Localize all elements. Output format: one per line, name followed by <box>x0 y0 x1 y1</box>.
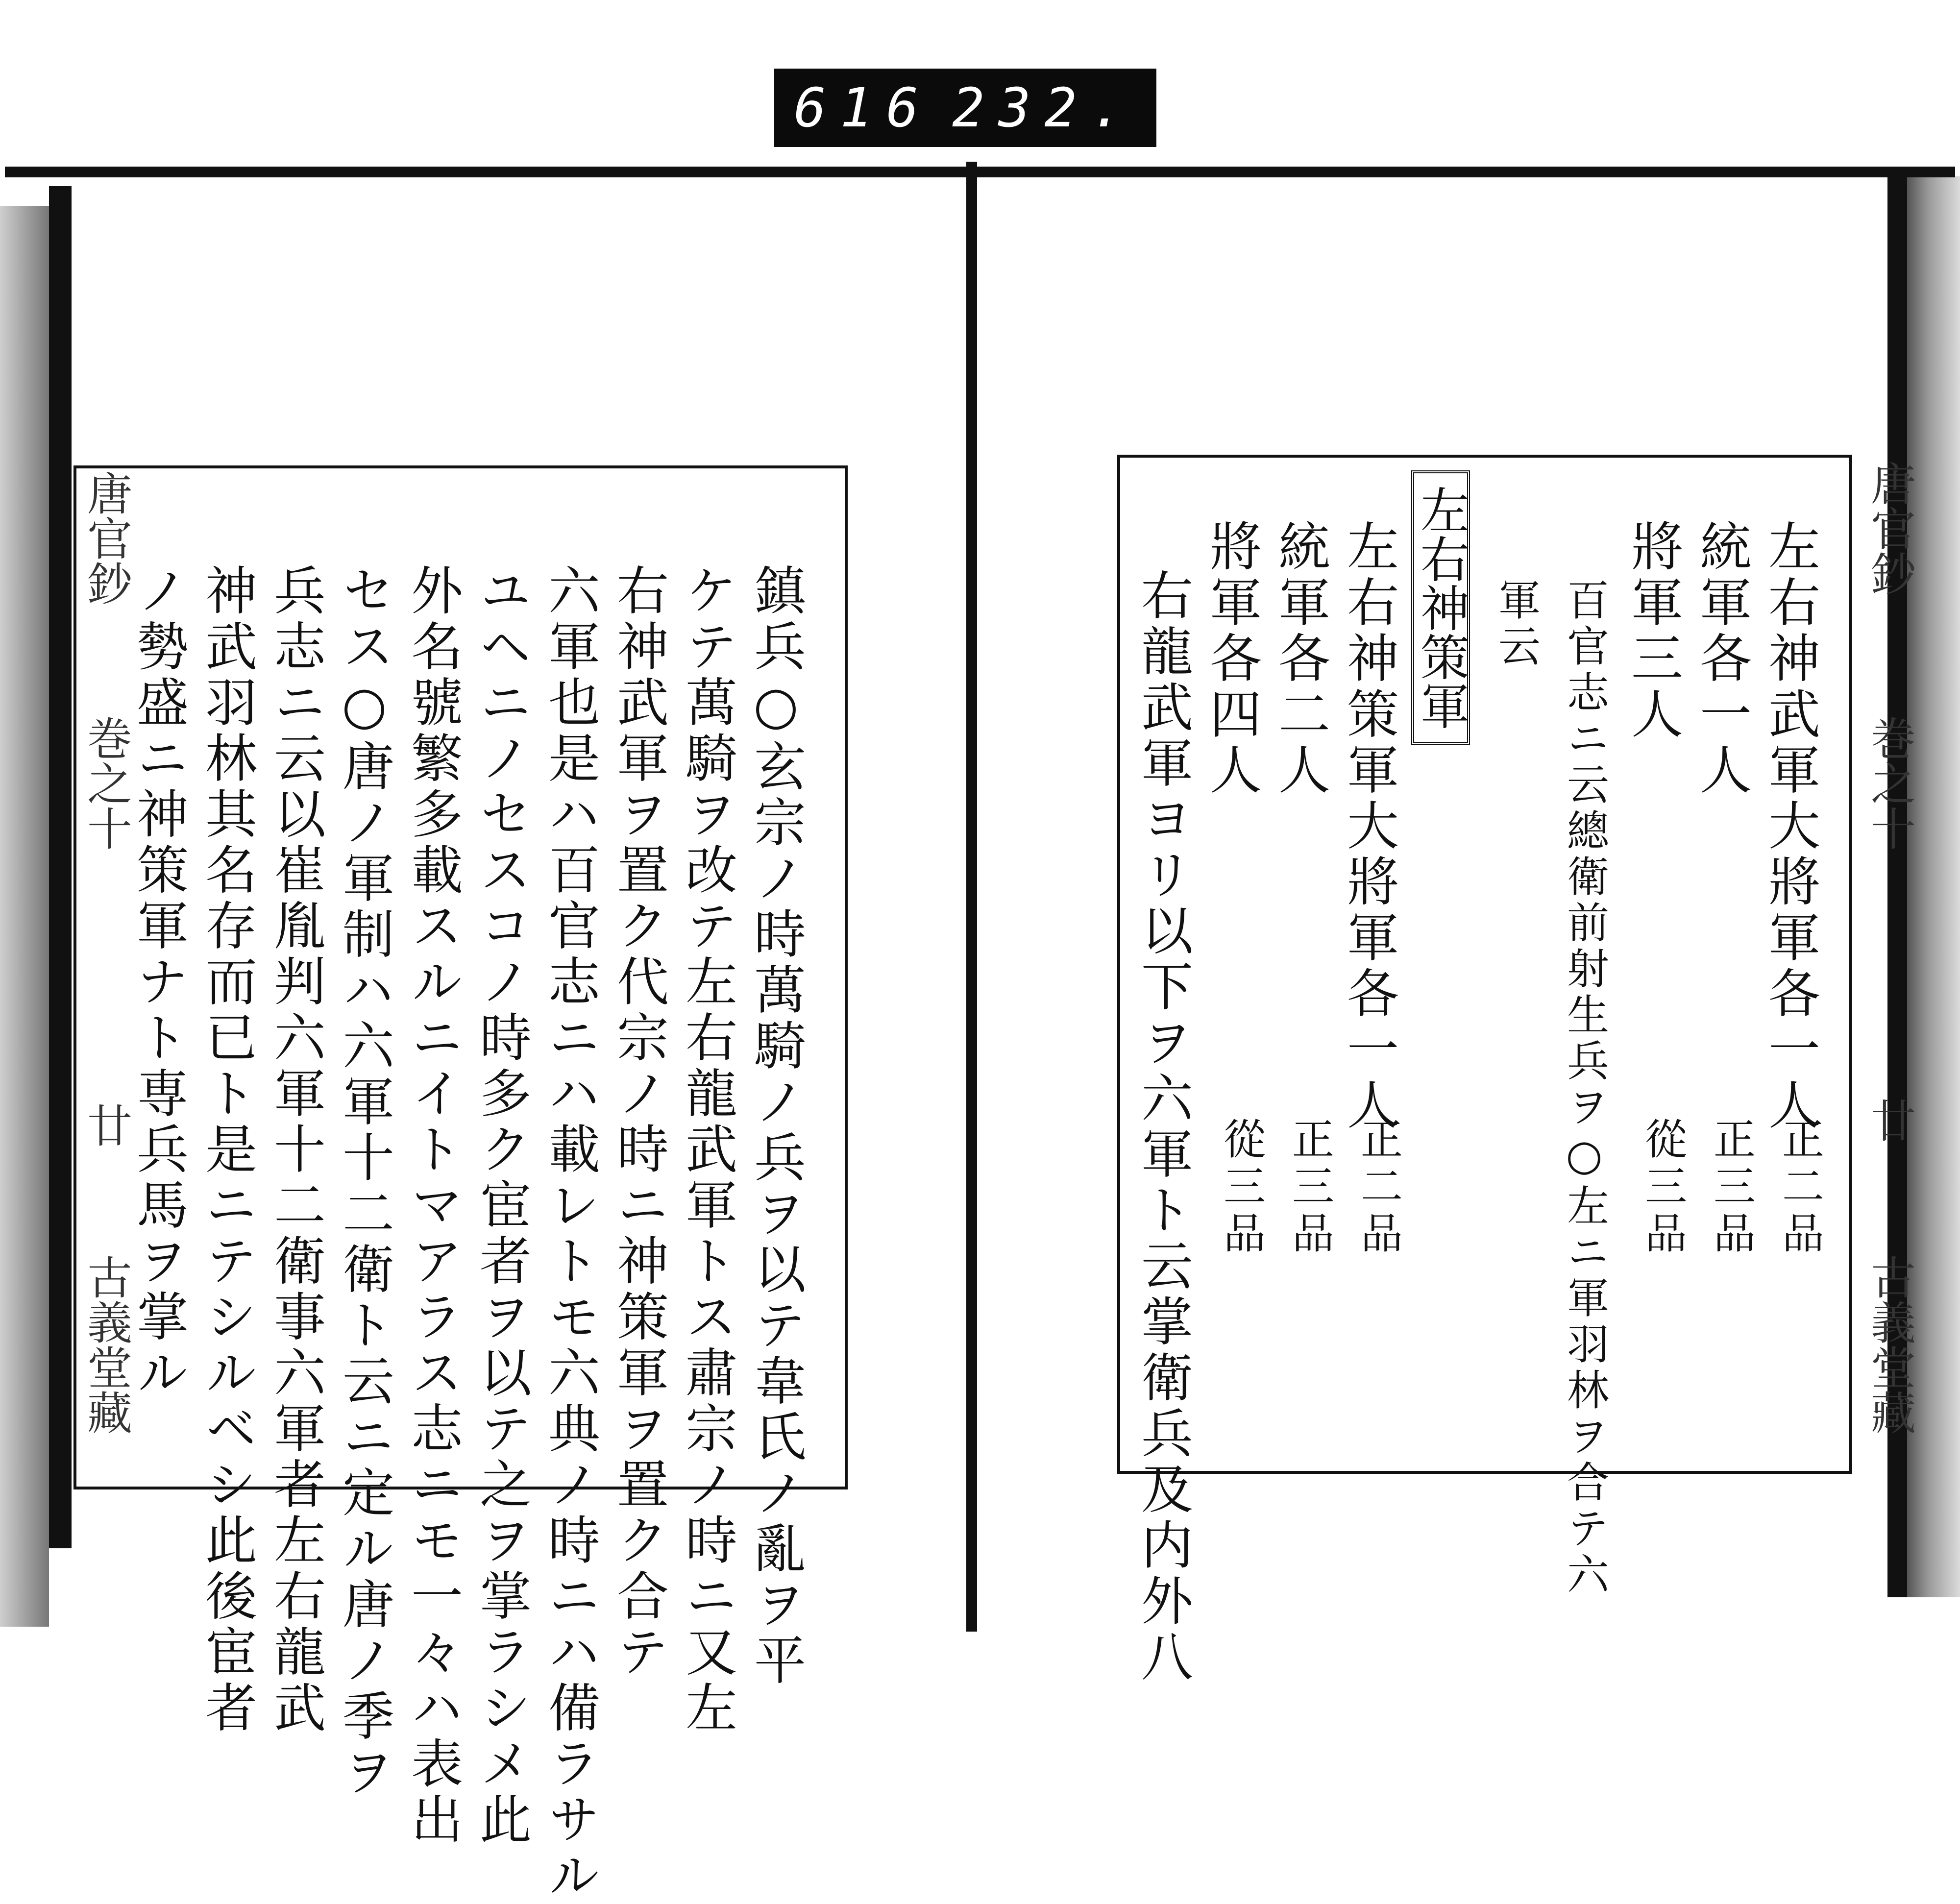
grade-label-3: 從三品 <box>1638 1117 1687 1258</box>
right-text-column-9: 右龍武軍ヨリ以下ヲ六軍ト云掌衛兵及内外八 <box>1133 568 1193 1685</box>
film-label-right-number: 232. <box>952 76 1137 139</box>
left-margin-publisher: 古義堂藏 <box>80 1254 132 1435</box>
left-text-column-9: 神武羽林其名存而已ト是ニテシルベシ此後宦者 <box>197 563 257 1736</box>
left-text-column-1: 鎮兵○玄宗ノ時萬騎ノ兵ヲ以テ韋氏ノ亂ヲ平 <box>746 563 806 1689</box>
grade-label-6: 從三品 <box>1216 1117 1265 1258</box>
boxed-heading: 左右神策軍 <box>1411 470 1470 745</box>
right-text-column-4: 百官志ニ云總衛前射生兵ヲ○左ニ軍羽林ヲ合テ六 <box>1560 578 1609 1598</box>
right-margin-volume: 巻之十 <box>1863 715 1916 851</box>
left-text-column-8: 兵志ニ云以崔胤判六軍十二衛事六軍者左右龍武 <box>266 563 326 1736</box>
left-margin-title: 唐官鈔 <box>80 470 132 606</box>
left-text-column-4: 六軍也是ハ百官志ニハ載レトモ六典ノ時ニハ備ラサル <box>540 563 600 1904</box>
book-top-edge <box>5 167 1955 177</box>
right-text-column-6: 左右神策軍大將軍各一人 <box>1339 519 1399 1134</box>
right-text-column-1: 左右神武軍大將軍各一人 <box>1760 519 1820 1134</box>
left-cover-edge <box>49 186 72 1548</box>
left-text-column-10: ノ勢盛ニ神策軍ナト専兵馬ヲ掌ル <box>128 563 189 1401</box>
grade-label-1: 正二品 <box>1775 1117 1824 1258</box>
left-page-edge-shadow <box>0 206 49 1627</box>
left-text-column-7: セス○唐ノ軍制ハ六軍十二衛ト云ニ定ル唐ノ季ヲ <box>334 563 394 1801</box>
film-label-left-number: 616 <box>794 76 932 139</box>
right-text-column-3: 將軍三人 <box>1623 519 1683 743</box>
right-margin-publisher: 古義堂藏 <box>1863 1254 1916 1435</box>
right-text-column-5: 軍云 <box>1491 578 1540 670</box>
right-margin-title: 唐官鈔 <box>1863 461 1916 596</box>
right-text-column-7: 統軍各二人 <box>1270 519 1330 799</box>
grade-label-2: 正三品 <box>1706 1117 1755 1258</box>
right-text-column-2: 統軍各一人 <box>1691 519 1752 799</box>
left-text-column-3: 右神武軍ヲ置ク代宗ノ時ニ神策軍ヲ置ク合テ <box>609 563 669 1681</box>
grade-label-4: 正二品 <box>1353 1117 1402 1258</box>
right-text-column-8: 將軍各四人 <box>1201 519 1262 799</box>
left-margin-volume: 巻之十 <box>80 715 132 851</box>
right-margin-page-number: 廿 <box>1863 1098 1916 1143</box>
book-spine <box>966 162 977 1632</box>
grade-label-5: 正三品 <box>1285 1117 1334 1258</box>
left-margin-page-number: 廿 <box>80 1102 132 1147</box>
left-text-column-6: 外名號繁多載スルニイトマアラス志ニモ一々ハ表出 <box>403 563 463 1848</box>
film-label <box>774 69 1156 147</box>
left-text-column-5: ユヘニノセスコノ時多ク宦者ヲ以テ之ヲ掌ラシメ此 <box>471 563 532 1848</box>
left-text-column-2: ケテ萬騎ヲ改テ左右龍武軍トス肅宗ノ時ニ又左 <box>677 563 737 1736</box>
